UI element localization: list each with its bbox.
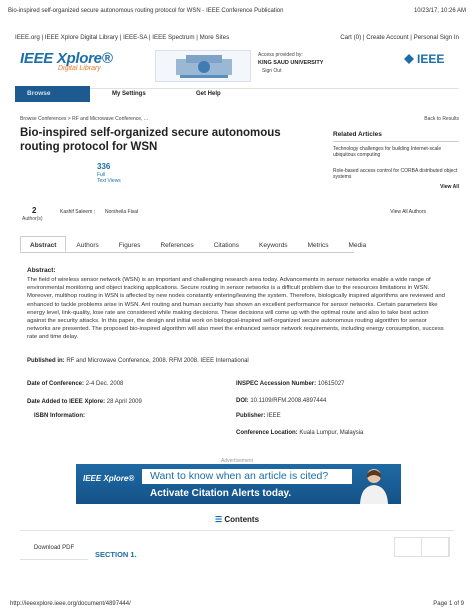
print-header-datetime: 10/23/17, 10:26 AM	[413, 8, 466, 14]
page-title: Bio-inspired self-organized secure autonomous routing protocol for WSN	[20, 127, 281, 153]
breadcrumb[interactable]: Browse Conferences > RF and Microwave Conference, ...	[20, 116, 148, 122]
list-icon: ☰	[214, 515, 223, 524]
browse-menu[interactable]: Browse	[15, 86, 90, 102]
author-count: 2	[32, 206, 37, 215]
ieee-logo-text: IEEE	[417, 52, 445, 66]
citation-alert-ad[interactable]	[76, 464, 401, 504]
sign-out-link[interactable]: Sign Out	[262, 68, 282, 74]
meta-value: 2-4 Dec. 2008	[85, 381, 124, 387]
cart-link[interactable]: Cart (0)	[340, 34, 362, 41]
meta-value: 28 April 2009	[106, 399, 142, 405]
published-in-label: Published in:	[27, 358, 65, 364]
contents-toggle[interactable]	[0, 515, 474, 524]
side-tools	[394, 537, 450, 557]
create-account-link[interactable]: Create Account	[366, 34, 409, 41]
meta-label: Date Added to IEEE Xplore:	[27, 399, 106, 405]
tab-media[interactable]: Media	[348, 242, 367, 249]
meta-label: INSPEC Accession Number:	[236, 381, 317, 387]
ieee-logo[interactable]	[404, 52, 444, 66]
meta-date-of-conference	[27, 381, 123, 387]
meta-label: DOI:	[236, 398, 249, 404]
get-help-menu[interactable]: Get Help	[196, 91, 221, 97]
tab-authors[interactable]: Authors	[76, 242, 99, 249]
view-all-authors-link[interactable]: View All Authors	[390, 209, 426, 215]
print-footer	[10, 601, 464, 607]
access-info	[255, 50, 333, 82]
ieee-diamond-icon	[404, 54, 414, 64]
ad-logo: IEEE Xplore®	[83, 474, 135, 483]
tab-references[interactable]: References	[160, 242, 194, 249]
nav-link-ieee-sa[interactable]: IEEE-SA	[123, 34, 148, 41]
top-nav-left: IEEE.org | IEEE Xplore Digital Library | IEEE-SA | IEEE Spectrum | More Sites	[15, 34, 230, 41]
meta-value: 10615027	[317, 381, 345, 387]
person-illustration-icon	[357, 466, 391, 504]
logo-sub-text: Digital Library	[58, 65, 101, 72]
author-count-label: Author(s)	[22, 216, 43, 222]
side-tool-button[interactable]	[422, 538, 449, 556]
meta-date-added	[27, 399, 142, 405]
meta-doi	[236, 398, 326, 404]
meta-conference-location	[236, 430, 363, 436]
tab-abstract[interactable]: Abstract	[20, 236, 66, 252]
contents-label: Contents	[224, 515, 260, 524]
access-provided-label: Access provided by:	[258, 52, 303, 58]
author-name[interactable]: Norsheila Fisal	[105, 209, 139, 215]
related-view-all-link[interactable]: View All	[440, 184, 459, 190]
section-heading: SECTION 1.	[95, 550, 137, 559]
meta-label: Conference Location:	[236, 430, 298, 436]
meta-isbn	[34, 413, 85, 419]
tab-keywords[interactable]: Keywords	[259, 242, 288, 249]
ad-line-2: Activate Citation Alerts today.	[150, 488, 292, 499]
top-nav-right: Cart (0) | Create Account | Personal Sign In	[340, 34, 459, 41]
meta-inspec	[236, 381, 345, 387]
full-text-views-label-1: Full	[97, 172, 106, 178]
side-tool-button[interactable]	[395, 538, 422, 556]
tab-figures[interactable]: Figures	[118, 242, 141, 249]
footer-page: Page 1 of 9	[433, 601, 464, 607]
meta-label: ISBN Information:	[34, 413, 85, 419]
xplore-logo[interactable]	[20, 50, 120, 80]
meta-publisher	[236, 413, 281, 419]
meta-label: Date of Conference:	[27, 381, 85, 387]
top-nav	[15, 34, 459, 41]
logo-main-text: IEEE Xplore®	[20, 50, 113, 67]
contents-divider	[20, 530, 454, 531]
print-header-title: Bio-inspired self-organized secure autonomous routing protocol for WSN - IEEE Conference Publication	[8, 8, 284, 14]
institution-logo	[155, 50, 251, 82]
footer-url: http://ieeexplore.ieee.org/document/4897444/	[10, 601, 131, 607]
sign-in-link[interactable]: Personal Sign In	[413, 34, 459, 41]
article-tabs	[20, 236, 367, 253]
meta-value: Kuala Lumpur, Malaysia	[299, 430, 364, 436]
nav-link-ieee-org[interactable]: IEEE.org	[15, 34, 40, 41]
meta-value: IEEE	[267, 413, 281, 419]
nav-link-more-sites[interactable]: More Sites	[199, 34, 230, 41]
abstract-heading: Abstract:	[27, 267, 56, 274]
print-header	[8, 8, 466, 14]
download-pdf-button[interactable]: Download PDF	[20, 540, 88, 560]
back-to-results-link[interactable]: Back to Results	[424, 116, 459, 122]
related-article-item[interactable]: Technology challenges for building Internet-scale ubiquitous computing	[333, 146, 442, 158]
ad-line-1: Want to know when an article is cited?	[142, 469, 352, 484]
published-in	[27, 358, 249, 364]
meta-value[interactable]: 10.1109/RFM.2008.4897444	[250, 398, 327, 404]
full-text-views-count[interactable]: 336	[97, 162, 111, 171]
related-divider	[333, 141, 459, 142]
institution-emblem-icon	[156, 51, 252, 83]
institution-name: KING SAUD UNIVERSITY	[258, 60, 324, 66]
author-name[interactable]: Kashif Saleem ;	[60, 209, 96, 215]
published-in-value[interactable]: RF and Microwave Conference, 2008. RFM 2008. IEEE International	[66, 358, 249, 364]
nav-link-xplore[interactable]: IEEE Xplore Digital Library	[44, 34, 119, 41]
my-settings-menu[interactable]: My Settings	[112, 91, 146, 97]
related-article-item[interactable]: Role-based access control for CORBA distributed object systems	[333, 168, 458, 180]
abstract-body: The field of wireless sensor network (WSN) is an important and challenging research area today. Advancements in sensor networks enable a wide range of environmental monitoring and object tracking applications. Secure routing in sensor networks is a difficult problem due to the resources limitations in WSN. Moreover, multihop routing in WSN is affected by new nodes constantly entering/leaving the system. Therefore, biologically inspired algorithms are reviewed and enhanced to tackle problems arise in WSN. Ant routing and human security has shown an excellent performance for sensor networks. Certain parameters like energy level, link-quality, lose rate are considered while making decisions. These decisions will come up with the optimal route and also to take best action against the security attacks. In this paper, the design and initial work on biological-inspired self-organized secure autonomous routing algorithm for sensor networks are presented. The proposed bio-inspired algorithm will also meet the enhanced sensor network requirements, including energy consumption, success rate and time delay.	[27, 277, 445, 341]
tab-metrics[interactable]: Metrics	[307, 242, 329, 249]
related-articles-heading: Related Articles	[333, 131, 382, 138]
nav-link-spectrum[interactable]: IEEE Spectrum	[152, 34, 195, 41]
full-text-views-label-2: Text Views	[97, 178, 121, 184]
advertisement-label: Advertisement	[221, 458, 253, 464]
tab-citations[interactable]: Citations	[213, 242, 240, 249]
meta-label: Publisher:	[236, 413, 266, 419]
